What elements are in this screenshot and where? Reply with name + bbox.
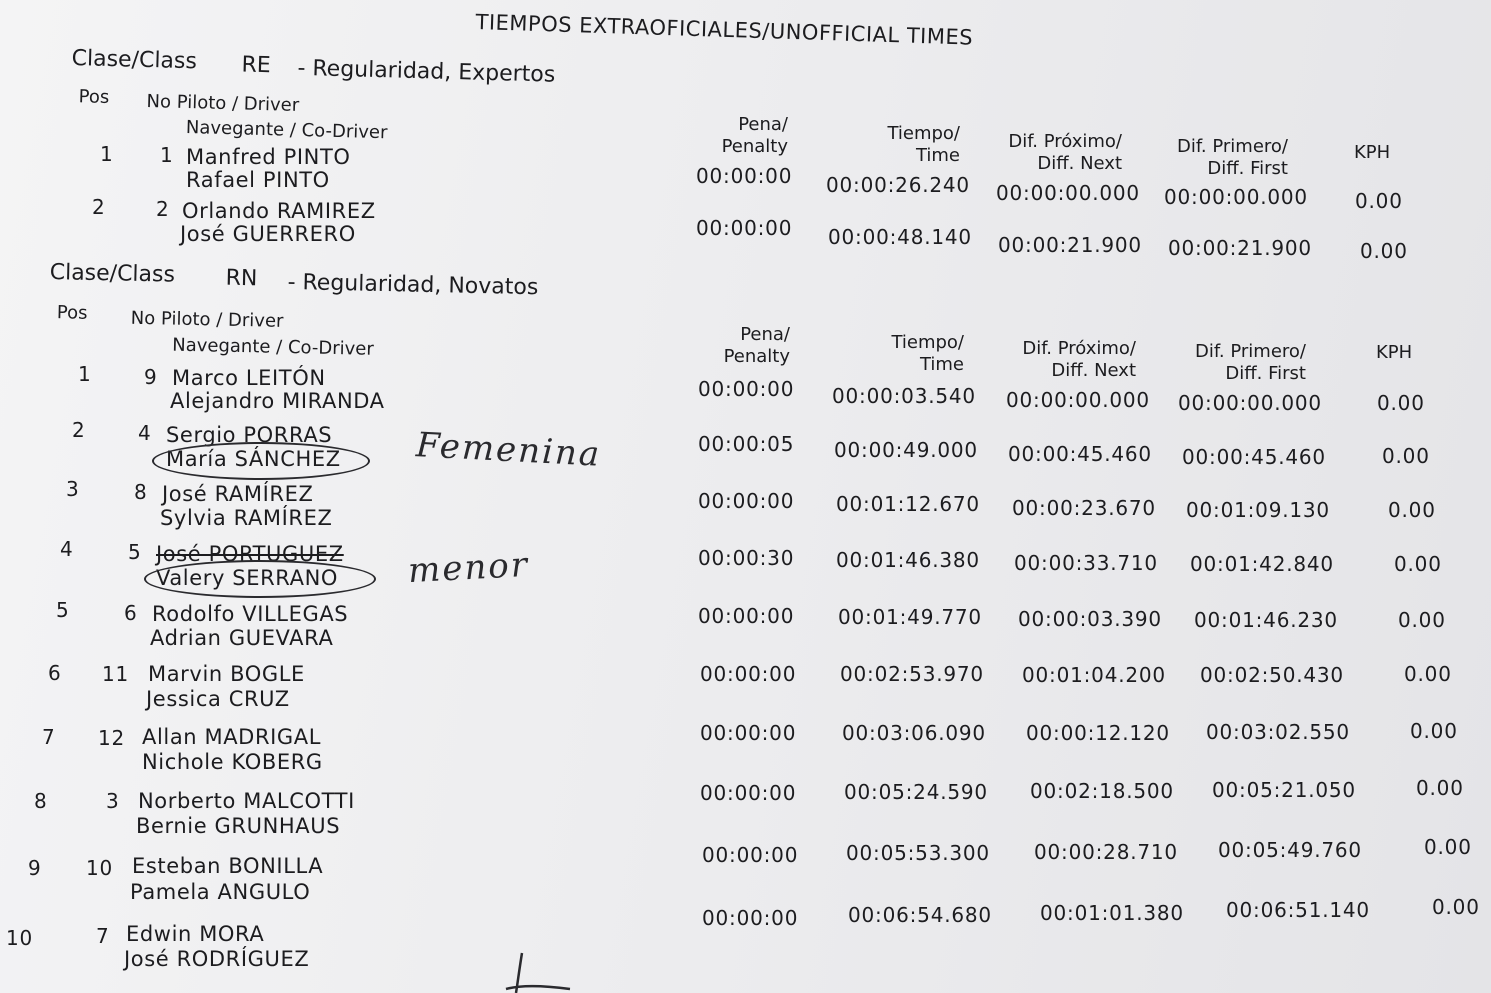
row-kph: 0.00 — [1416, 776, 1464, 800]
row-diff-first: 00:05:21.050 — [1212, 778, 1356, 802]
row-time: 00:01:46.380 — [836, 548, 980, 572]
row-codriver: María SÁNCHEZ — [166, 447, 341, 471]
row-diff-next: 00:02:18.500 — [1030, 779, 1174, 803]
row-penalty: 00:00:00 — [702, 906, 799, 930]
row-no: 8 — [134, 480, 148, 504]
row-diff-first: 00:00:00.000 — [1164, 185, 1308, 209]
row-driver: Esteban BONILLA — [132, 854, 324, 878]
row-time: 00:00:49.000 — [834, 438, 978, 462]
class-label: Clase/Class — [49, 260, 176, 288]
header-no-driver: No Piloto / Driver — [130, 307, 284, 332]
row-kph: 0.00 — [1388, 498, 1436, 522]
header-pos: Pos — [78, 86, 110, 108]
row-diff-first: 00:00:00.000 — [1178, 391, 1322, 415]
row-pos: 10 — [6, 926, 34, 950]
row-penalty: 00:00:00 — [700, 781, 797, 805]
row-codriver: Rafael PINTO — [186, 168, 330, 192]
row-no: 10 — [86, 856, 114, 880]
header-diff-first: Dif. Primero/ Diff. First — [1195, 341, 1306, 384]
row-diff-first: 00:05:49.760 — [1218, 838, 1362, 862]
row-time: 00:00:03.540 — [832, 384, 976, 408]
row-time: 00:05:24.590 — [844, 780, 988, 804]
header-codriver: Navegante / Co-Driver — [172, 334, 374, 360]
row-diff-first: 00:01:42.840 — [1190, 552, 1334, 576]
row-driver: Allan MADRIGAL — [142, 725, 322, 749]
row-pos: 4 — [60, 537, 74, 561]
row-kph: 0.00 — [1394, 552, 1442, 576]
row-pos: 2 — [92, 195, 106, 219]
row-no: 9 — [144, 365, 158, 389]
row-codriver: José GUERRERO — [180, 222, 356, 246]
header-no-driver: No Piloto / Driver — [146, 90, 300, 116]
row-codriver: Jessica CRUZ — [146, 687, 290, 711]
row-penalty: 00:00:30 — [698, 546, 795, 570]
row-pos: 3 — [66, 477, 80, 501]
row-penalty: 00:00:00 — [698, 604, 795, 628]
row-codriver: Sylvia RAMÍREZ — [160, 506, 333, 530]
row-no: 5 — [128, 540, 142, 564]
row-no: 11 — [102, 662, 130, 686]
row-pos: 5 — [56, 598, 70, 622]
row-driver: Edwin MORA — [126, 922, 265, 946]
row-diff-next: 00:00:03.390 — [1018, 607, 1162, 631]
row-no: 4 — [138, 421, 152, 445]
row-driver: Marco LEITÓN — [172, 366, 326, 390]
row-no: 6 — [124, 601, 138, 625]
handwritten-note: menor — [407, 544, 530, 592]
row-kph: 0.00 — [1360, 239, 1408, 263]
header-kph: KPH — [1354, 142, 1391, 163]
row-diff-first: 00:01:46.230 — [1194, 608, 1338, 632]
row-diff-first: 00:00:21.900 — [1168, 236, 1312, 260]
row-time: 00:01:12.670 — [836, 492, 980, 516]
row-time: 00:06:54.680 — [848, 903, 992, 927]
row-pos: 2 — [72, 418, 86, 442]
row-kph: 0.00 — [1382, 444, 1430, 468]
class-code: RE — [241, 52, 272, 79]
row-kph: 0.00 — [1410, 719, 1458, 743]
row-pos: 1 — [100, 142, 114, 166]
row-codriver: José RODRÍGUEZ — [124, 947, 310, 971]
handwritten-circle — [144, 560, 376, 598]
row-driver: Manfred PINTO — [186, 145, 351, 169]
row-penalty: 00:00:00 — [700, 721, 797, 745]
row-kph: 0.00 — [1377, 391, 1425, 415]
row-time: 00:00:26.240 — [826, 173, 970, 197]
row-diff-next: 00:00:21.900 — [998, 233, 1142, 257]
row-pos: 1 — [78, 362, 92, 386]
row-diff-next: 00:00:45.460 — [1008, 442, 1152, 466]
row-kph: 0.00 — [1424, 835, 1472, 859]
row-pos: 9 — [28, 856, 42, 880]
row-time: 00:00:48.140 — [828, 225, 972, 249]
handwritten-circle — [152, 442, 370, 480]
row-time: 00:03:06.090 — [842, 721, 986, 745]
row-codriver: Adrian GUEVARA — [150, 626, 334, 650]
row-diff-next: 00:00:00.000 — [996, 181, 1140, 205]
row-diff-next: 00:00:00.000 — [1006, 388, 1150, 412]
header-kph: KPH — [1376, 342, 1413, 363]
header-penalty: Pena/ Penalty — [721, 114, 788, 157]
row-driver: José RAMÍREZ — [162, 482, 314, 506]
row-driver: José PORTUGUEZ — [156, 542, 344, 566]
row-kph: 0.00 — [1432, 895, 1480, 919]
row-penalty: 00:00:00 — [696, 164, 793, 188]
header-diff-next: Dif. Próximo/ Diff. Next — [1008, 131, 1122, 174]
row-diff-next: 00:00:12.120 — [1026, 721, 1170, 745]
row-no: 7 — [96, 924, 110, 948]
row-diff-first: 00:06:51.140 — [1226, 898, 1370, 922]
row-penalty: 00:00:00 — [702, 843, 799, 867]
row-no: 3 — [106, 789, 120, 813]
header-diff-first: Dif. Primero/ Diff. First — [1177, 136, 1288, 179]
row-kph: 0.00 — [1404, 662, 1452, 686]
row-diff-next: 00:00:23.670 — [1012, 496, 1156, 520]
header-pos: Pos — [56, 302, 88, 324]
row-diff-next: 00:00:33.710 — [1014, 551, 1158, 575]
row-codriver: Valery SERRANO — [156, 566, 339, 590]
row-penalty: 00:00:00 — [698, 489, 795, 513]
header-time: Tiempo/ Time — [887, 123, 960, 166]
class-name: - Regularidad, Novatos — [287, 269, 539, 301]
header-diff-next: Dif. Próximo/ Diff. Next — [1022, 338, 1136, 381]
row-time: 00:05:53.300 — [846, 841, 990, 865]
pen-stroke — [500, 945, 580, 993]
row-codriver: Nichole KOBERG — [142, 750, 323, 774]
row-pos: 6 — [48, 661, 62, 685]
row-driver: Marvin BOGLE — [148, 662, 305, 686]
row-driver: Orlando RAMIREZ — [182, 199, 376, 223]
row-penalty: 00:00:05 — [698, 432, 795, 456]
header-codriver: Navegante / Co-Driver — [185, 117, 388, 144]
row-diff-first: 00:03:02.550 — [1206, 720, 1350, 744]
row-diff-next: 00:00:28.710 — [1034, 840, 1178, 864]
row-pos: 7 — [42, 725, 56, 749]
class-name: - Regularidad, Expertos — [297, 55, 556, 88]
row-driver: Norberto MALCOTTI — [138, 789, 355, 813]
class-label: Clase/Class — [71, 46, 198, 75]
row-codriver: Pamela ANGULO — [130, 880, 311, 904]
handwritten-note: Femenina — [415, 425, 603, 475]
row-diff-first: 00:02:50.430 — [1200, 663, 1344, 687]
row-kph: 0.00 — [1398, 608, 1446, 632]
row-codriver: Bernie GRUNHAUS — [136, 814, 341, 838]
row-driver: Sergio PORRAS — [166, 423, 333, 447]
row-no: 2 — [156, 197, 170, 221]
page-title: TIEMPOS EXTRAOFICIALES/UNOFFICIAL TIMES — [475, 10, 974, 50]
class-code: RN — [225, 265, 258, 292]
header-time: Tiempo/ Time — [891, 332, 964, 375]
row-diff-first: 00:00:45.460 — [1182, 445, 1326, 469]
row-kph: 0.00 — [1355, 189, 1403, 213]
row-diff-next: 00:01:01.380 — [1040, 901, 1184, 925]
row-no: 12 — [98, 726, 126, 750]
header-penalty: Pena/ Penalty — [723, 324, 790, 367]
row-penalty: 00:00:00 — [698, 377, 795, 401]
row-penalty: 00:00:00 — [696, 216, 793, 240]
row-penalty: 00:00:00 — [700, 662, 797, 686]
row-pos: 8 — [34, 789, 48, 813]
row-diff-next: 00:01:04.200 — [1022, 663, 1166, 687]
row-driver: Rodolfo VILLEGAS — [152, 602, 349, 626]
row-time: 00:01:49.770 — [838, 605, 982, 629]
row-diff-first: 00:01:09.130 — [1186, 498, 1330, 522]
row-codriver: Alejandro MIRANDA — [170, 389, 385, 413]
row-time: 00:02:53.970 — [840, 662, 984, 686]
row-no: 1 — [160, 143, 174, 167]
